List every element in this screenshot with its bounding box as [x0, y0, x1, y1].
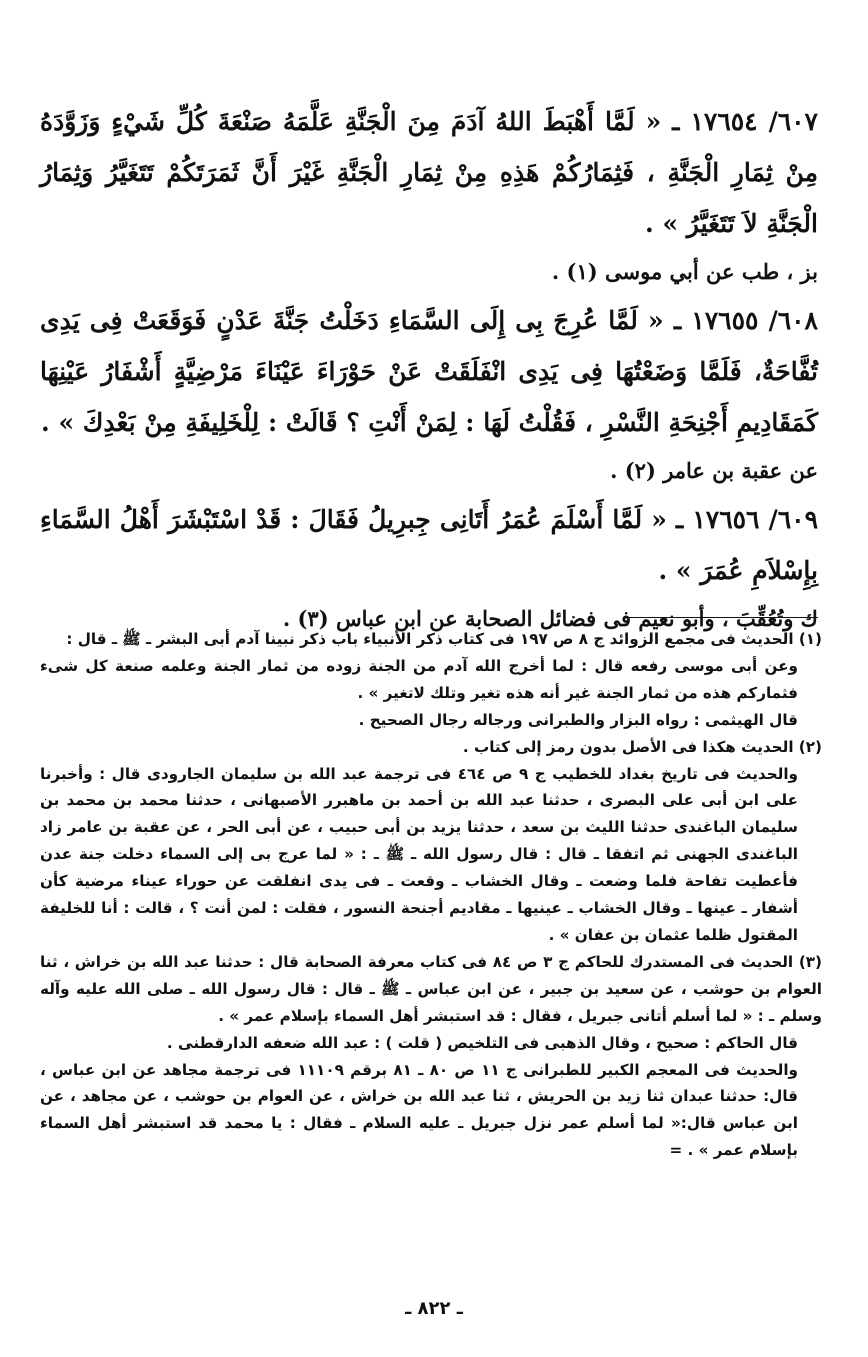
footnote-2 — [40, 734, 822, 949]
footnote-1-line: وعن أبى موسى رفعه قال : لما أخرج الله آدم من الجنة زوده من ثمار الجنة وعلمه صنعة كل شىء فثماركم هذه من ثمار الجنة غير أنه هذه تغير وتلك لاتغير » . — [40, 656, 798, 702]
hadith-608-text: ٦٠٨/ ١٧٦٥٥ ـ « لَمَّا عُرِجَ بِى إِلَى السَّمَاءِ دَخَلْتُ جَنَّةَ عَدْنٍ فَوَقَعَتْ فِى يَدِى تُفَّاحَةٌ، فَلَمَّا وَضَعْتُهَا فِى يَدِى انْفَلَقَتْ عَنْ حَوْرَاءَ عَيْنَاءَ مَرْضِيَّةٍ أَشْفَارُ عَيْنِهَا كَمَقَادِيمِ أَجْنِحَةِ النَّسْرِ ، فَقُلْتُ لَهَا : لِمَنْ أَنْتِ ؟ قَالَتْ : لِلْخَلِيفَةِ مِنْ بَعْدِكَ » . — [40, 306, 818, 437]
page-number: ـ ٨٢٢ ـ — [405, 1298, 463, 1319]
footnote-3-line: والحديث فى المعجم الكبير للطبرانى ج ١١ ص ٨٠ ـ ٨١ برقم ١١١٠٩ فى ترجمة مجاهد عن ابن عباس ، قال: حدثنا عبدان ثنا زيد بن الحريش ، ثنا عبد الله بن خراش ، عن العوام بن حوشب ، عن مجاهد ، عن ابن عباس قال:« لما أسلم عمر نزل جبريل ـ عليه السلام ـ فقال : يا محمد قد استبشر أهل السماء بإسلام عمر » . = — [40, 1060, 798, 1160]
hadith-609-text: ٦٠٩/ ١٧٦٥٦ ـ « لَمَّا أَسْلَمَ عُمَرُ أَتَانِى جِبرِيلُ فَقَالَ : قَدْ اسْتَبْشَرَ أَهْلُ السَّمَاءِ بِإِسْلاَمِ عُمَرَ » . — [40, 505, 819, 585]
hadith-609-source: ك وتُعُقِّبَ ، وأبو نعيم فى فضائل الصحابة عن ابن عباس (٣) . — [282, 606, 818, 631]
footnote-3-line: (٣) الحديث فى المستدرك للحاكم ج ٣ ص ٨٤ فى كتاب معرفة الصحابة قال : حدثنا عبد الله بن خراش ، ثنا العوام بن حوشب ، عن سعيد بن جبير ، عن ابن عباس ـ ﷺ ـ قال : قال رسول الله ـ صلى الله عليه وآله وسلم ـ : « لما أسلم أتانى جبريل ، فقال : قد استبشر أهل السماء بإسلام عمر » . — [40, 952, 822, 1025]
footnote-2-line: (٢) الحديث هكذا فى الأصل بدون رمز إلى كتاب . — [462, 737, 822, 756]
footnote-separator — [626, 617, 818, 618]
footnote-1-line: (١) الحديث فى مجمع الزوائد ج ٨ ص ١٩٧ فى كتاب ذكر الأنبياء باب ذكر نبينا آدم أبى البشر ـ ﷺ ـ قال : — [66, 630, 822, 648]
footnote-3 — [40, 949, 822, 1164]
footnote-3-line: قال الحاكم : صحيح ، وقال الذهبى فى التلخيص ( قلت ) : عبد الله ضعفه الدارقطنى . — [166, 1033, 798, 1052]
footnote-2-line: والحديث فى تاريخ بغداد للخطيب ج ٩ ص ٤٦٤ فى ترجمة عبد الله بن سليمان الجارودى قال : وأخبرنا على ابن أبى على البصرى ، حدثنا عبد الله بن أحمد بن ماهبرر الأصبهانى ، حدثنا محمد بن محمد بن سليمان الباغندى حدثنا الليث بن سعد ، حدثنا يزيد بن أبى حبيب ، عن أبى الحر ، عن عقبة بن عامر زاد الباغندى الجهنى ثم اتفقا ـ قال : قال رسول الله ـ ﷺ ـ : « لما عرج بى إلى السماء دخلت جنة عدن فأعطيت تفاحة فلما وضعت ـ وقال الخشاب ـ وقعت ـ فى يدى انفلقت عن حوراء عيناء مرضية كأن أشفار ـ عينها ـ وقال الخشاب ـ عينيها ـ مقاديم أجنحة النسور ، فقلت : لمن أنت ؟ ، قالت : أنا للخليفة المقتول ظلما عثمان بن عفان » . — [40, 764, 798, 944]
footnotes-section — [40, 626, 822, 1164]
hadith-607-source: بز ، طب عن أبي موسى (١) . — [551, 259, 818, 284]
hadith-607-text: ٦٠٧/ ١٧٦٥٤ ـ « لَمَّا أَهْبَطَ اللهُ آدَمَ مِنَ الْجَنَّةِ عَلَّمَهُ صَنْعَةَ كُلِّ شَيْءٍ وَزَوَّدَهُ مِنْ ثِمَارِ الْجَنَّةِ ، فَثِمَارُكُمْ هَذِهِ مِنْ ثِمَارِ الْجَنَّةِ غَيْرَ أَنَّ ثَمَرَتَكُمْ تَتَغَيَّرُ وَثِمَارُ الْجَنَّةِ لاَ تَتَغَيَّرُ » . — [40, 107, 818, 238]
footnote-1-line: قال الهيثمى : رواه البزار والطبرانى ورجاله رجال الصحيح . — [358, 710, 798, 729]
hadith-section — [40, 96, 818, 642]
footnote-1 — [40, 626, 822, 734]
hadith-608-source: عن عقبة بن عامر (٢) . — [610, 458, 818, 483]
